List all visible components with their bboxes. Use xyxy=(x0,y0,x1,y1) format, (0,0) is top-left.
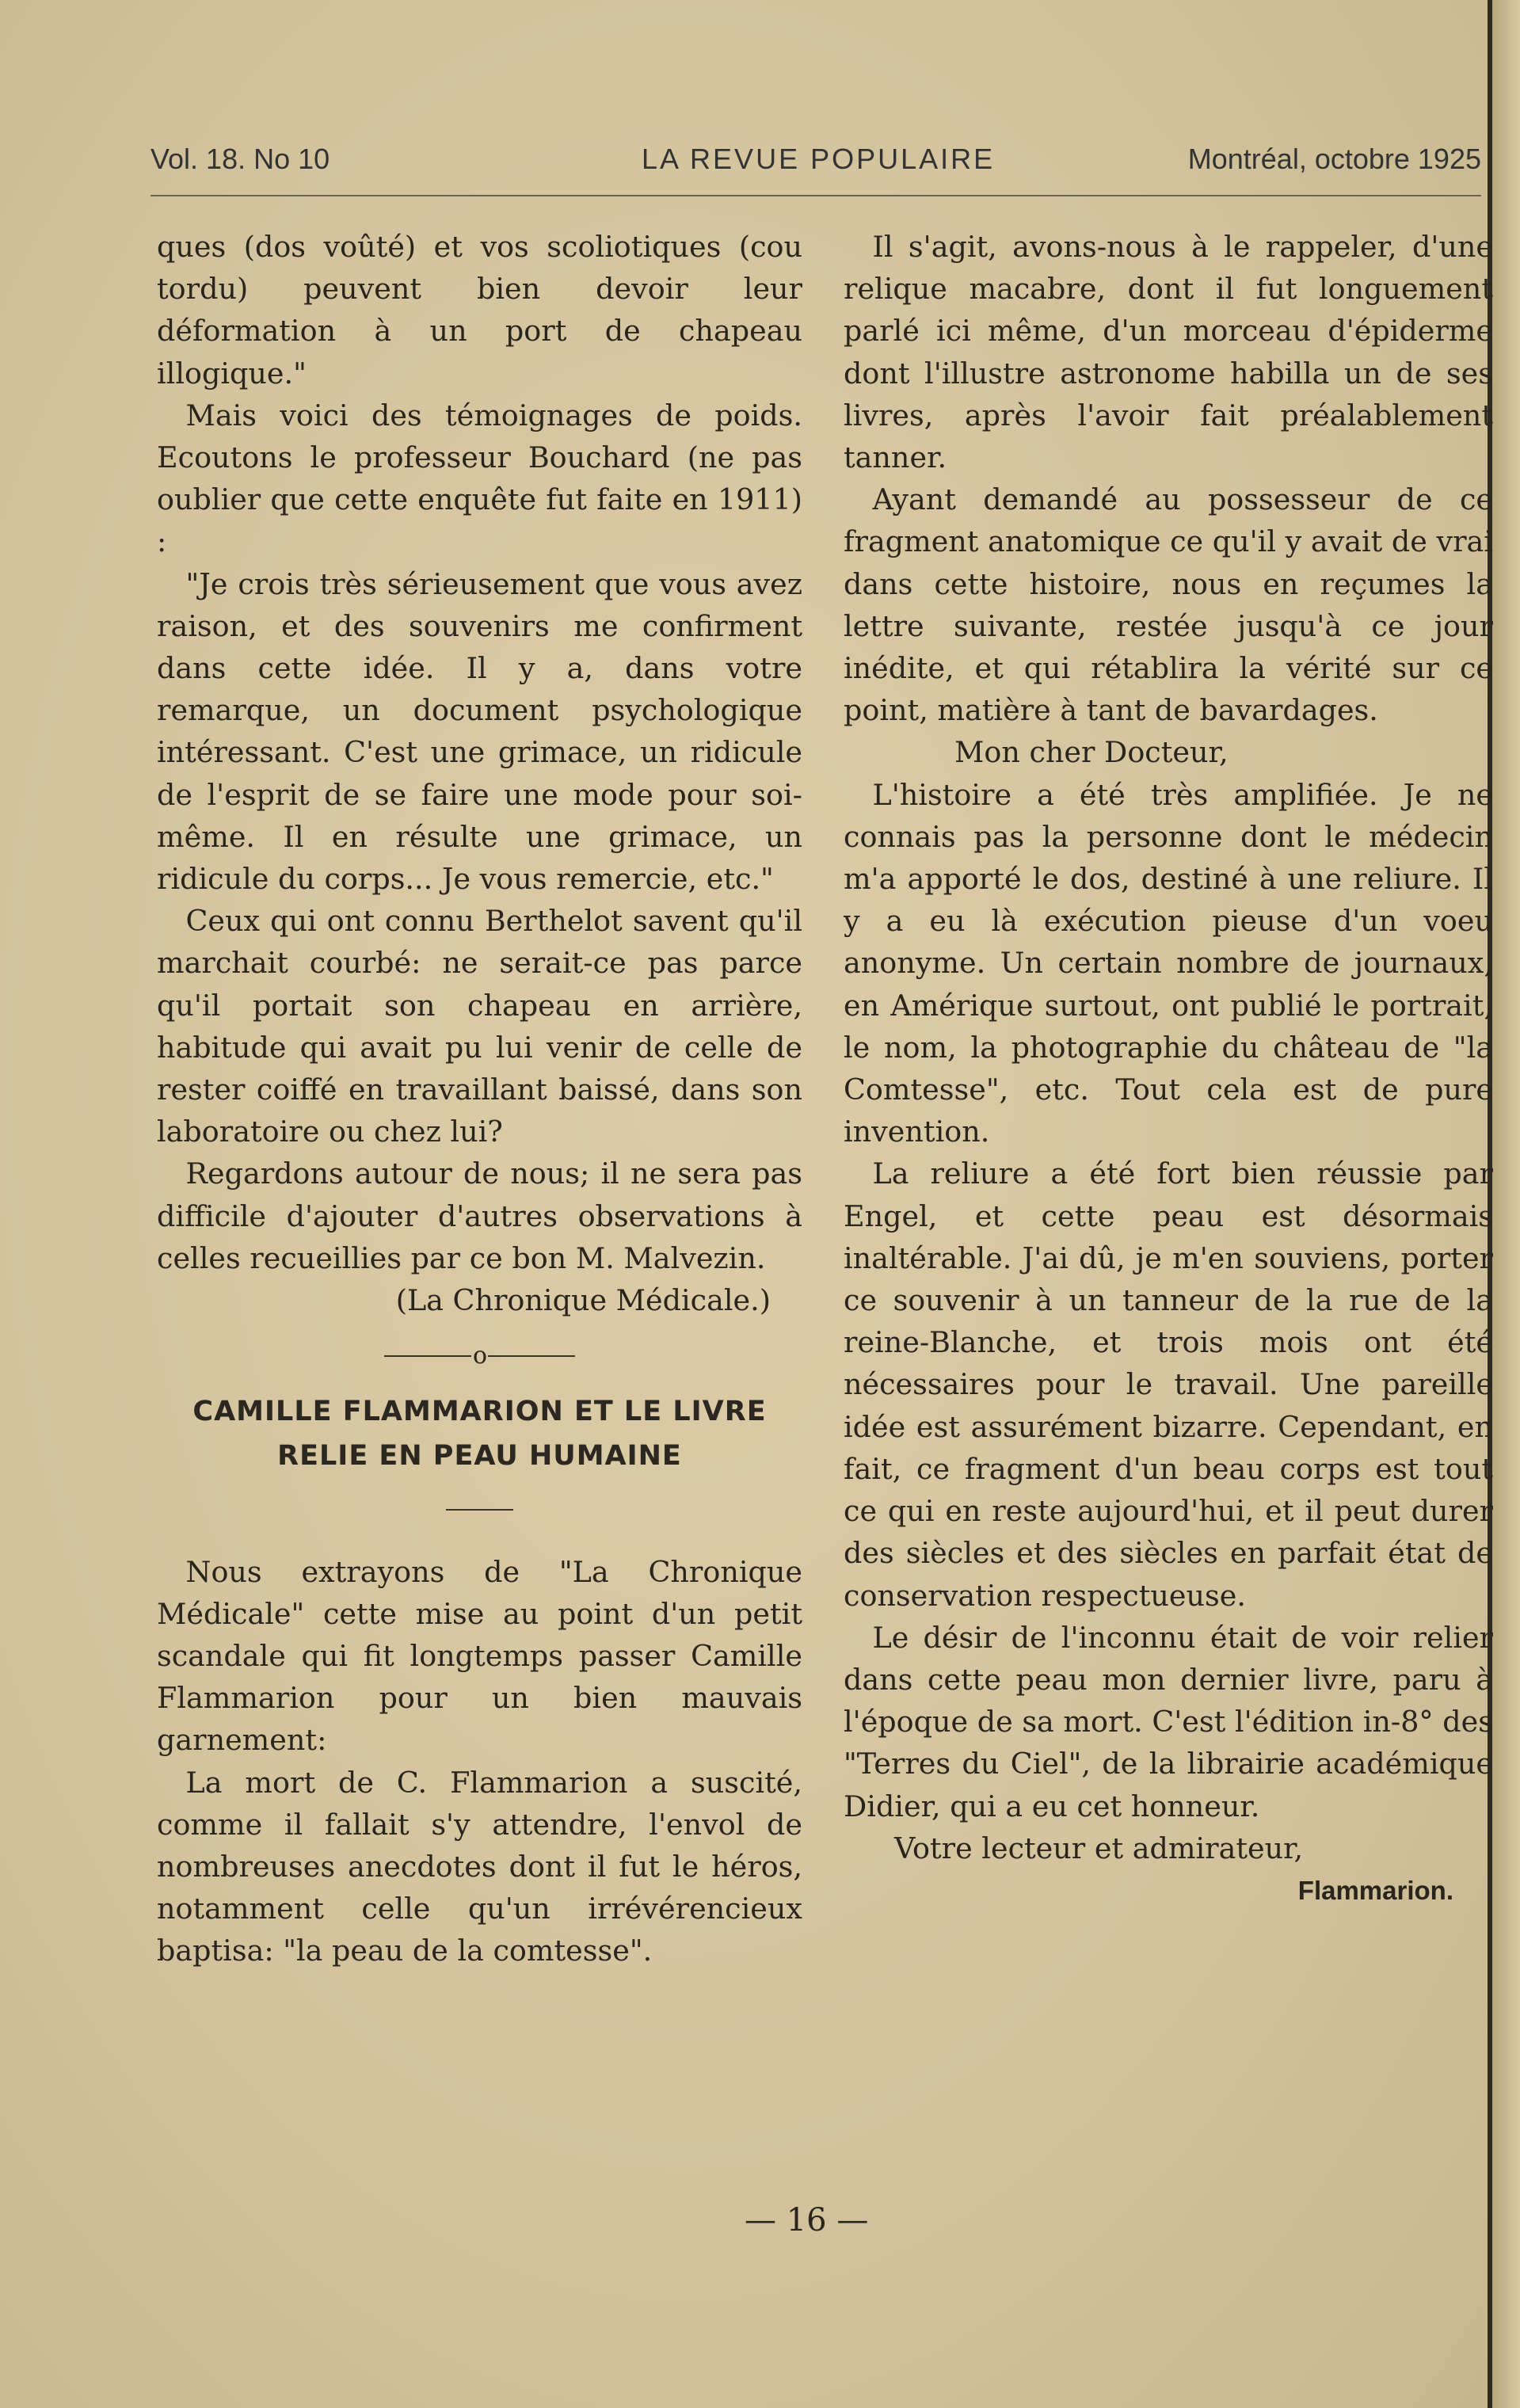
left-column xyxy=(157,226,802,1972)
page-number: — 16 — xyxy=(745,2202,869,2238)
letter-signature: Flammarion. xyxy=(1297,1875,1453,1905)
paragraph: "Je crois très sérieusement que vous avez raison, et des souvenirs me confirment dans cette idée. Il y a, dans votre remarque, un document psychologique intéressant. C'est une grimace, un ridicule de l'esprit de se faire une mode pour soi-même. Il en résulte une grimace, un ridicule du corps... Je vous remercie, etc." xyxy=(157,566,802,897)
letter-closing: Votre lecteur et admirateur, xyxy=(894,1831,1304,1865)
paragraph: ques (dos voûté) et vos scoliotiques (cou tordu) peuvent bien devoir leur déformation à un port de chapeau illogique." xyxy=(157,230,802,391)
separator-mark: o xyxy=(472,1342,487,1370)
paragraph: Regardons autour de nous; il ne sera pas difficile d'ajouter d'autres observations à celles recueillies par ce bon M. Malvezin. xyxy=(157,1156,802,1275)
paragraph: La reliure a été fort bien réussie par Engel, et cette peau est désormais inaltérable. J'ai dû, je m'en souviens, porter ce souvenir à un tanneur de la rue de la reine-Blanche, et trois mois ont été nécessaires pour le travail. Une pareille idée est assurément bizarre. Cependant, en fait, ce fragment d'un beau corps est tout ce qui en reste aujourd'hui, et il peut durer des siècles et des siècles en parfait état de conservation respectueuse. xyxy=(844,1156,1493,1613)
section-separator xyxy=(157,1332,802,1377)
paragraph: Ayant demandé au possesseur de ce fragment anatomique ce qu'il y avait de vrai dans cette histoire, nous en reçumes la lettre suivante, restée jusqu'à ce jour inédite, et qui rétablira la vérité sur ce point, matière à tant de bavardages. xyxy=(844,482,1493,728)
title-separator xyxy=(157,1486,802,1528)
header-volume: Vol. 18. No 10 xyxy=(150,143,330,175)
paragraph: Il s'agit, avons-nous à le rappeler, d'une relique macabre, dont il fut longuement parlé ici même, d'un morceau d'épiderme dont l'illustre astronome habilla un de ses livres, après l'avoir fait préalablement tanner. xyxy=(844,230,1493,475)
page-edge xyxy=(1492,0,1520,2408)
paragraph: Mais voici des témoignages de poids. Ecoutons le professeur Bouchard (ne pas oublier que cette enquête fut faite en 1911) : xyxy=(157,398,802,559)
source-citation: (La Chronique Médicale.) xyxy=(395,1283,771,1318)
paragraph: Nous extrayons de "La Chronique Médicale" cette mise au point d'un petit scandale qui fit longtemps passer Camille Flammarion pour un bien mauvais garnement: xyxy=(157,1554,802,1758)
letter-salutation: Mon cher Docteur, xyxy=(954,735,1229,770)
header-date: Montréal, octobre 1925 xyxy=(1187,143,1481,175)
header-publication: LA REVUE POPULAIRE xyxy=(642,143,996,175)
running-header xyxy=(150,143,1481,190)
paragraph: Le désir de l'inconnu était de voir relier dans cette peau mon dernier livre, paru à l'époque de sa mort. C'est l'édition in-8° des "Terres du Ciel", de la librairie académique Didier, qui a eu cet honneur. xyxy=(844,1620,1493,1823)
paragraph: La mort de C. Flammarion a suscité, comme il fallait s'y attendre, l'envol de nombreuses anecdotes dont il fut le héros, notamment celle qu'un irrévérencieux baptisa: "la peau de la comtesse". xyxy=(157,1765,802,1968)
right-column xyxy=(844,226,1493,1911)
paragraph: Ceux qui ont connu Berthelot savent qu'il marchait courbé: ne serait-ce pas parce qu'il portait son chapeau en arrière, habitude qui avait pu lui venir de celle de rester coiffé en travaillant baissé, dans son laboratoire ou chez lui? xyxy=(157,904,802,1149)
paragraph: L'histoire a été très amplifiée. Je ne connais pas la personne dont le médecin m'a apporté le dos, destiné à une reliure. Il y a eu là exécution pieuse d'un voeu anonyme. Un certain nombre de journaux, en Amérique surtout, ont publié le portrait, le nom, la photographie du château de "la Comtesse", etc. Tout cela est de pure invention. xyxy=(844,777,1493,1149)
article-title: CAMILLE FLAMMARION ET LE LIVRE RELIE EN PEAU HUMAINE xyxy=(192,1396,767,1473)
header-rule xyxy=(150,195,1481,196)
